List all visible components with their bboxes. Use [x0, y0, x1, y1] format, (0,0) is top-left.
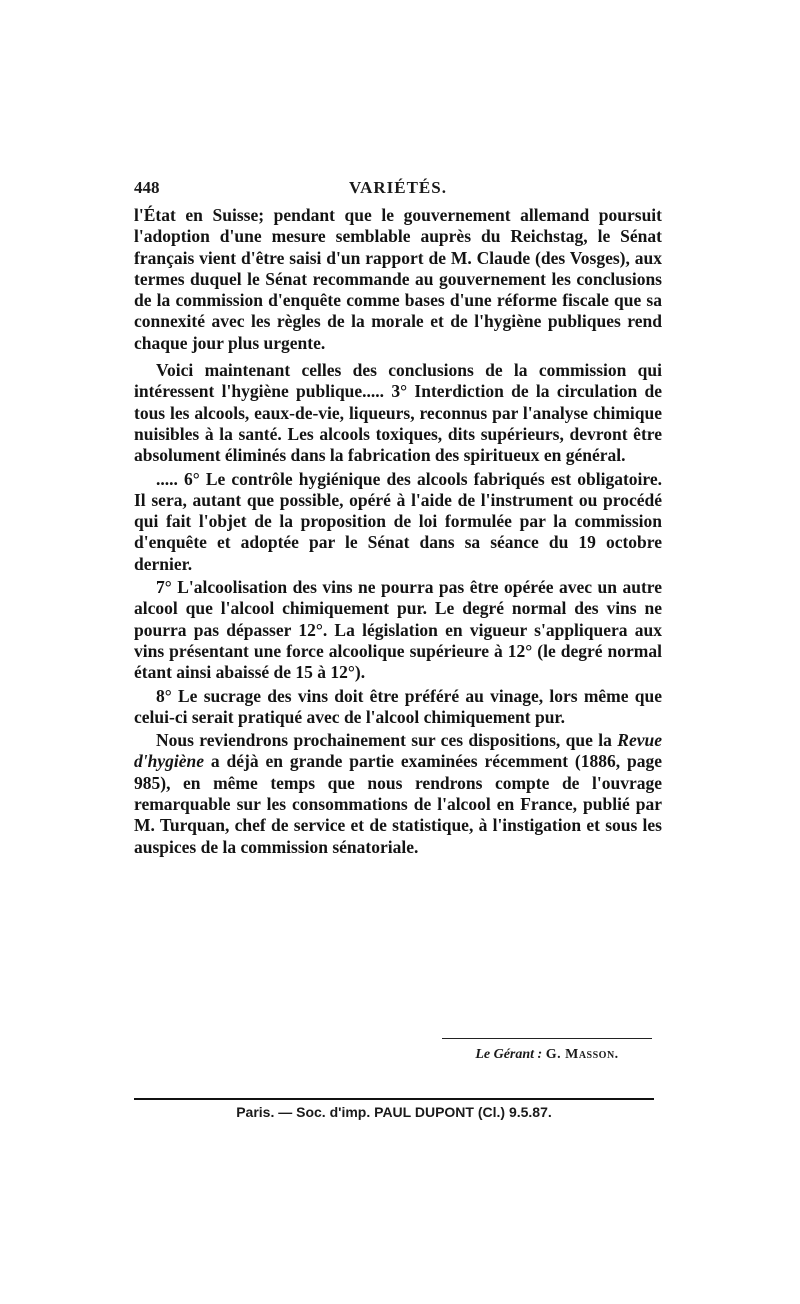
article-body	[134, 205, 662, 864]
journal-title: Revue d'hygiène	[134, 730, 662, 772]
paragraph: Voici maintenant celles des conclusions de la commission qui intéressent l'hygiène publique..... 3° Interdiction de la circulation de tous les alcools, eaux-de-vie, liqueurs, reconnus par l'analyse chimique nuisibles à la santé. Les alcools toxiques, dits supérieurs, devront être absolument éliminés dans la fabrication des spiritueux en général.	[134, 360, 662, 466]
page-number: 448	[134, 178, 160, 197]
text-run: Nous reviendrons prochainement sur ces dispositions, que la	[156, 730, 618, 751]
page-header	[134, 174, 662, 202]
signature-rule	[442, 1038, 652, 1039]
signature-name: G. Masson.	[545, 1047, 619, 1062]
paragraph: l'État en Suisse; pendant que le gouvernement allemand poursuit l'adoption d'une mesure semblable auprès du Reichstag, le Sénat français vient d'être saisi d'un rapport de M. Claude (des Vosges), aux termes duquel le Sénat recommande au gouvernement les conclusions de la commission d'enquête comme bases d'une réforme fiscale que sa connexité avec les règles de la morale et de l'hygiène publiques rend chaque jour plus urgente.	[134, 205, 662, 353]
signature-label: Le Gérant :	[475, 1047, 543, 1062]
paragraph: 8° Le sucrage des vins doit être préféré au vinage, lors même que celui-ci serait pratiqué avec de l'alcool chimiquement pur.	[134, 685, 662, 727]
paragraph: ..... 6° Le contrôle hygiénique des alcools fabriqués est obligatoire. Il sera, autant que possible, opéré à l'aide de l'instrument ou procédé qui fait l'objet de la proposition de loi formulée par la commission d'enquête et adoptée par le Sénat dans sa séance du 19 octobre dernier.	[134, 468, 662, 574]
footer-rule	[134, 1098, 654, 1100]
signature-block	[442, 1038, 652, 1063]
paragraph-final	[134, 730, 662, 858]
printer-imprint: Paris. — Soc. d'imp. PAUL DUPONT (Cl.) 9.5.87.	[236, 1104, 552, 1120]
paragraph: 7° L'alcoolisation des vins ne pourra pas être opérée avec un autre alcool que l'alcool chimiquement pur. Le degré normal des vins ne pourra pas dépasser 12°. La législation en vigueur s'appliquera aux vins présentant une force alcoolique supérieure à 12° (le degré normal étant ainsi abaissé de 15 à 12°).	[134, 577, 662, 683]
signature-line	[442, 1047, 652, 1063]
text-run: a déjà en grande partie examinées récemment (1886, page 985), en même temps que nous rendrons compte de l'ouvrage remarquable sur les consommations de l'alcool en France, publié par M. Turquan, chef de service et de statistique, à l'instigation et sous les auspices de la commission sénatoriale.	[134, 751, 662, 857]
running-title: VARIÉTÉS.	[349, 178, 447, 197]
